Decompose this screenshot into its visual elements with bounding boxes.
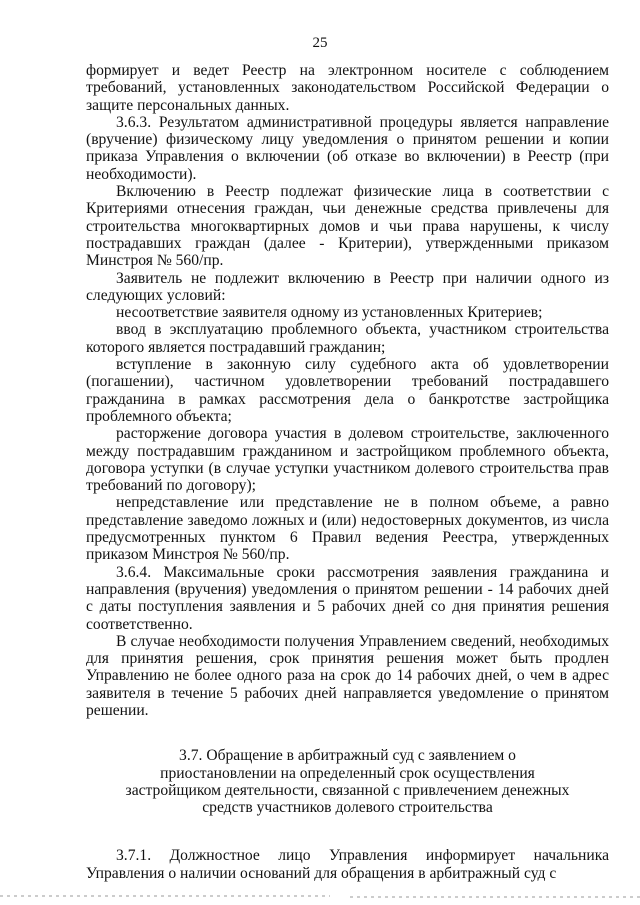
list-item: непредставление или представление не в полном объеме, а равно представление заведомо ложных и (или) недостоверных документов, из числа предусмотренных пунктом 6 Правил ведения Реестра, утвержденных приказом Минстроя № 560/пр.: [86, 494, 609, 564]
section-heading-line: 3.7. Обращение в арбитражный суд с заявлением о: [179, 747, 516, 765]
paragraph: формирует и ведет Реестр на электронном носителе с соблюдением требований, установленных законодательством Российской Федерации о защите персональных данных.: [86, 62, 609, 114]
section-heading-line: средств участников долевого строительства: [202, 799, 493, 817]
scan-artifact: [0, 893, 640, 901]
paragraph: Заявитель не подлежит включению в Реестр при наличии одного из следующих условий:: [86, 269, 609, 304]
section-heading-line: застройщиком деятельности, связанной с привлечением денежных: [125, 781, 570, 799]
section-heading: [86, 747, 609, 816]
paragraph: Включению в Реестр подлежат физические лица в соответствии с Критериями отнесения граждан, чьи денежные средства привлечены для строительства многоквартирных домов и чьи права нарушены, к числу пострадавших граждан (далее - Критерии), утвержденными приказом Минстроя № 560/пр.: [86, 183, 609, 270]
paragraph: В случае необходимости получения Управлением сведений, необходимых для принятия решения, срок принятия решения может быть продлен Управлению не более одного раза на срок до 14 рабочих дней, о чем в адрес заявителя в течение 5 рабочих дней направляется уведомление о принятом решении.: [86, 632, 609, 719]
paragraph: 3.6.3. Результатом административной процедуры является направление (вручение) физическому лицу уведомления о принятом решении и копии приказа Управления о включении (об отказе во включении) в Реестр (при необходимости).: [86, 113, 609, 183]
list-item: несоответствие заявителя одному из установленных Критериев;: [116, 304, 543, 322]
section-heading-line: приостановлении на определенный срок осуществления: [160, 764, 535, 782]
list-item: ввод в эксплуатацию проблемного объекта, участником строительства которого является пострадавший гражданин;: [86, 321, 609, 356]
paragraph: 3.7.1. Должностное лицо Управления информирует начальника Управления о наличии оснований для обращения в арбитражный суд с: [86, 847, 609, 882]
document-body: [86, 62, 609, 882]
paragraph: 3.6.4. Максимальные сроки рассмотрения заявления гражданина и направления (вручения) уведомления о принятом решении - 14 рабочих дней с даты поступления заявления и 5 рабочих дней со дня принятия решения соответственно.: [86, 563, 609, 633]
list-item: вступление в законную силу судебного акта об удовлетворении (погашении), частичном удовлетворении требований пострадавшего гражданина в рамках рассмотрения дела о банкротстве застройщика проблемного объекта;: [86, 356, 609, 425]
list-item: расторжение договора участия в долевом строительстве, заключенного между пострадавшим гражданином и застройщиком проблемного объекта, договора уступки (в случае уступки участником долевого строительства прав требований по договору);: [86, 425, 609, 495]
page-number: 25: [312, 35, 328, 51]
